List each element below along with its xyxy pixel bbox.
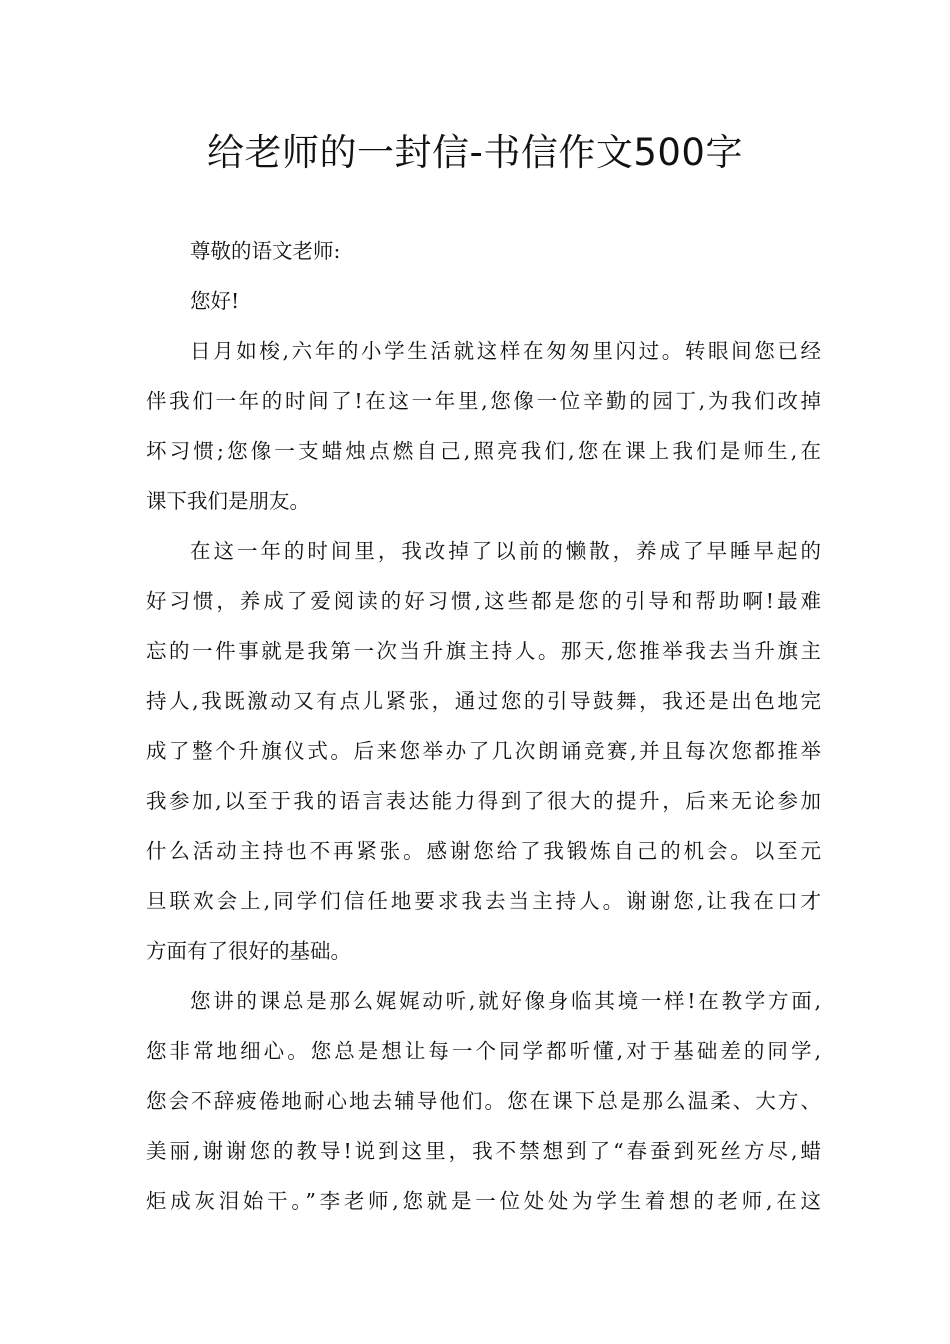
text-line: 成了整个升旗仪式。后来您举办了几次朗诵竞赛,并且每次您都推举 <box>146 739 821 763</box>
text-line: 您会不辞疲倦地耐心地去辅导他们。您在课下总是那么温柔、大方、 <box>146 1089 821 1113</box>
text-line: 忘的一件事就是我第一次当升旗主持人。那天,您推举我去当升旗主 <box>146 639 821 663</box>
text-line: 课下我们是朋友。 <box>146 489 310 513</box>
document-title: 给老师的一封信-书信作文500字 <box>207 131 743 174</box>
text-line: 美丽,谢谢您的教导!说到这里，我不禁想到了“春蚕到死丝方尽,蜡 <box>146 1139 821 1163</box>
text-line: 好习惯，养成了爱阅读的好习惯,这些都是您的引导和帮助啊!最难 <box>146 589 821 613</box>
text-line: 旦联欢会上,同学们信任地要求我去当主持人。谢谢您,让我在口才 <box>146 889 821 913</box>
text-line: 伴我们一年的时间了!在这一年里,您像一位辛勤的园丁,为我们改掉 <box>146 389 821 413</box>
text-line: 您好! <box>190 289 240 313</box>
text-line: 什么活动主持也不再紧张。感谢您给了我锻炼自己的机会。以至元 <box>146 839 821 863</box>
letter-body <box>146 226 821 1226</box>
text-line: 您讲的课总是那么娓娓动听,就好像身临其境一样!在教学方面, <box>190 989 821 1013</box>
text-line: 坏习惯;您像一支蜡烛点燃自己,照亮我们,您在课上我们是师生,在 <box>146 439 821 463</box>
text-line: 在这一年的时间里，我改掉了以前的懒散，养成了早睡早起的 <box>190 539 821 563</box>
text-line: 方面有了很好的基础。 <box>146 939 351 963</box>
text-line: 尊敬的语文老师: <box>190 239 341 263</box>
text-line: 炬成灰泪始干。”李老师,您就是一位处处为学生着想的老师,在这 <box>146 1189 821 1213</box>
text-line: 我参加,以至于我的语言表达能力得到了很大的提升，后来无论参加 <box>146 789 821 813</box>
text-line: 持人,我既激动又有点儿紧张，通过您的引导鼓舞，我还是出色地完 <box>146 689 821 713</box>
text-line: 日月如梭,六年的小学生活就这样在匆匆里闪过。转眼间您已经 <box>190 339 821 363</box>
text-line: 您非常地细心。您总是想让每一个同学都听懂,对于基础差的同学, <box>146 1039 821 1063</box>
